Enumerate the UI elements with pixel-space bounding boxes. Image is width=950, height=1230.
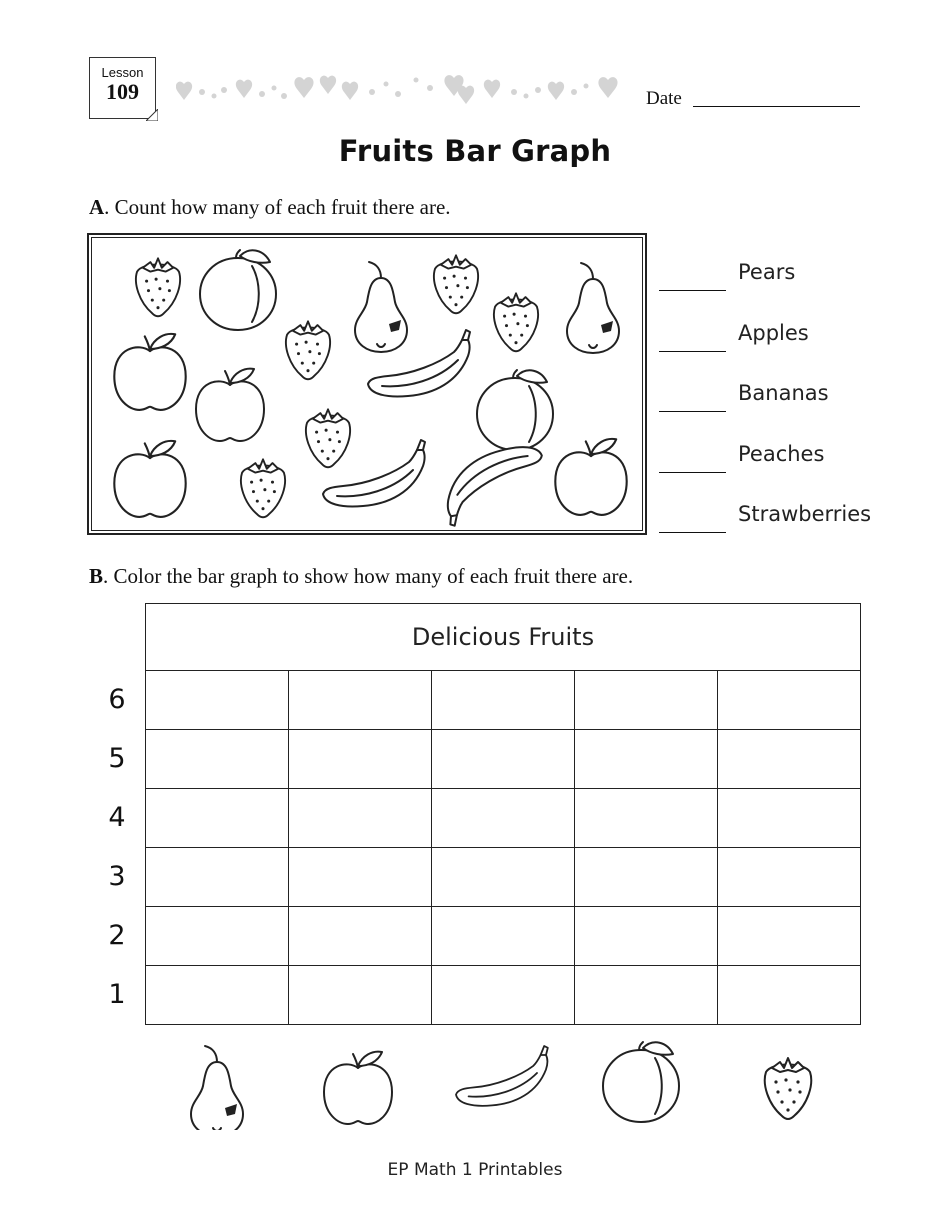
apple-icon — [555, 439, 626, 515]
instruction-b-letter: B — [89, 564, 104, 588]
fruit-picture — [91, 237, 643, 531]
instruction-a — [89, 195, 451, 220]
banana-icon — [439, 443, 551, 526]
graph-row-2 — [146, 907, 861, 966]
graph-cell[interactable] — [289, 789, 432, 848]
strawberry-icon — [136, 258, 180, 316]
y-tick-label: 5 — [108, 743, 126, 774]
pear-icon — [567, 263, 619, 353]
apple-category-icon — [324, 1052, 392, 1124]
strawberry-icon — [241, 459, 285, 517]
answer-label-apples: Apples — [738, 321, 809, 345]
instruction-a-text: . Count how many of each fruit there are. — [104, 195, 451, 219]
footer: EP Math 1 Printables — [387, 1160, 563, 1180]
peach-category-icon — [603, 1042, 679, 1122]
graph-cell[interactable] — [432, 789, 575, 848]
graph-cell[interactable] — [146, 730, 289, 789]
answer-line-peaches[interactable] — [659, 472, 726, 473]
bar-graph-grid — [145, 603, 861, 1025]
date-label: Date — [646, 88, 682, 109]
graph-cell[interactable] — [575, 789, 718, 848]
graph-row-1 — [146, 966, 861, 1025]
graph-cell[interactable] — [718, 789, 861, 848]
y-tick-label: 3 — [108, 861, 126, 892]
answer-line-strawberries[interactable] — [659, 532, 726, 533]
lesson-number: 109 — [106, 79, 139, 104]
graph-cell[interactable] — [432, 966, 575, 1025]
answer-line-pears[interactable] — [659, 290, 726, 291]
page-title: Fruits Bar Graph — [338, 134, 612, 168]
banana-category-icon — [456, 1046, 548, 1106]
strawberry-icon — [306, 409, 350, 467]
graph-cell[interactable] — [289, 730, 432, 789]
strawberry-category-icon — [765, 1058, 811, 1119]
apple-icon — [114, 334, 185, 410]
graph-title: Delicious Fruits — [146, 604, 861, 671]
graph-cell[interactable] — [575, 671, 718, 730]
graph-cell[interactable] — [718, 730, 861, 789]
graph-cell[interactable] — [432, 848, 575, 907]
graph-cell[interactable] — [718, 848, 861, 907]
answer-line-apples[interactable] — [659, 351, 726, 352]
y-tick-label: 4 — [108, 802, 126, 833]
graph-cell[interactable] — [432, 730, 575, 789]
pear-icon — [355, 262, 407, 352]
instruction-b — [89, 564, 633, 589]
answer-label-pears: Pears — [738, 260, 796, 284]
graph-cell[interactable] — [575, 966, 718, 1025]
graph-cell[interactable] — [718, 907, 861, 966]
graph-cell[interactable] — [432, 907, 575, 966]
graph-cell[interactable] — [146, 789, 289, 848]
graph-row-6 — [146, 671, 861, 730]
lesson-label: Lesson — [101, 65, 144, 80]
page-fold-icon — [146, 109, 158, 121]
answer-label-bananas: Bananas — [738, 381, 829, 405]
graph-cell[interactable] — [432, 671, 575, 730]
instruction-a-letter: A — [89, 195, 105, 219]
graph-cell[interactable] — [289, 848, 432, 907]
answer-label-peaches: Peaches — [738, 442, 825, 466]
y-tick-label: 6 — [108, 684, 126, 715]
strawberry-icon — [286, 321, 330, 379]
graph-row-5 — [146, 730, 861, 789]
apple-icon — [114, 441, 185, 517]
strawberry-icon — [494, 293, 538, 351]
graph-cell[interactable] — [718, 966, 861, 1025]
graph-cell[interactable] — [289, 966, 432, 1025]
y-tick-label: 2 — [108, 920, 126, 951]
date-line[interactable] — [693, 106, 860, 107]
pear-category-icon — [191, 1046, 243, 1130]
graph-row-4 — [146, 789, 861, 848]
apple-icon — [196, 369, 264, 441]
graph-cell[interactable] — [575, 730, 718, 789]
graph-cell[interactable] — [146, 966, 289, 1025]
graph-cell[interactable] — [575, 848, 718, 907]
peach-icon — [477, 370, 553, 450]
hearts-border-decoration — [176, 70, 624, 110]
strawberry-icon — [434, 255, 478, 313]
answer-line-bananas[interactable] — [659, 411, 726, 412]
answer-label-strawberries: Strawberries — [738, 502, 872, 526]
y-tick-label: 1 — [108, 979, 126, 1010]
graph-cell[interactable] — [718, 671, 861, 730]
graph-cell[interactable] — [289, 907, 432, 966]
graph-cell[interactable] — [289, 671, 432, 730]
graph-row-3 — [146, 848, 861, 907]
peach-icon — [200, 250, 276, 330]
graph-cell[interactable] — [146, 671, 289, 730]
graph-cell[interactable] — [146, 848, 289, 907]
instruction-b-text: . Color the bar graph to show how many of each fruit there are. — [103, 564, 634, 588]
graph-cell[interactable] — [146, 907, 289, 966]
graph-category-pictures — [145, 1030, 861, 1130]
graph-cell[interactable] — [575, 907, 718, 966]
